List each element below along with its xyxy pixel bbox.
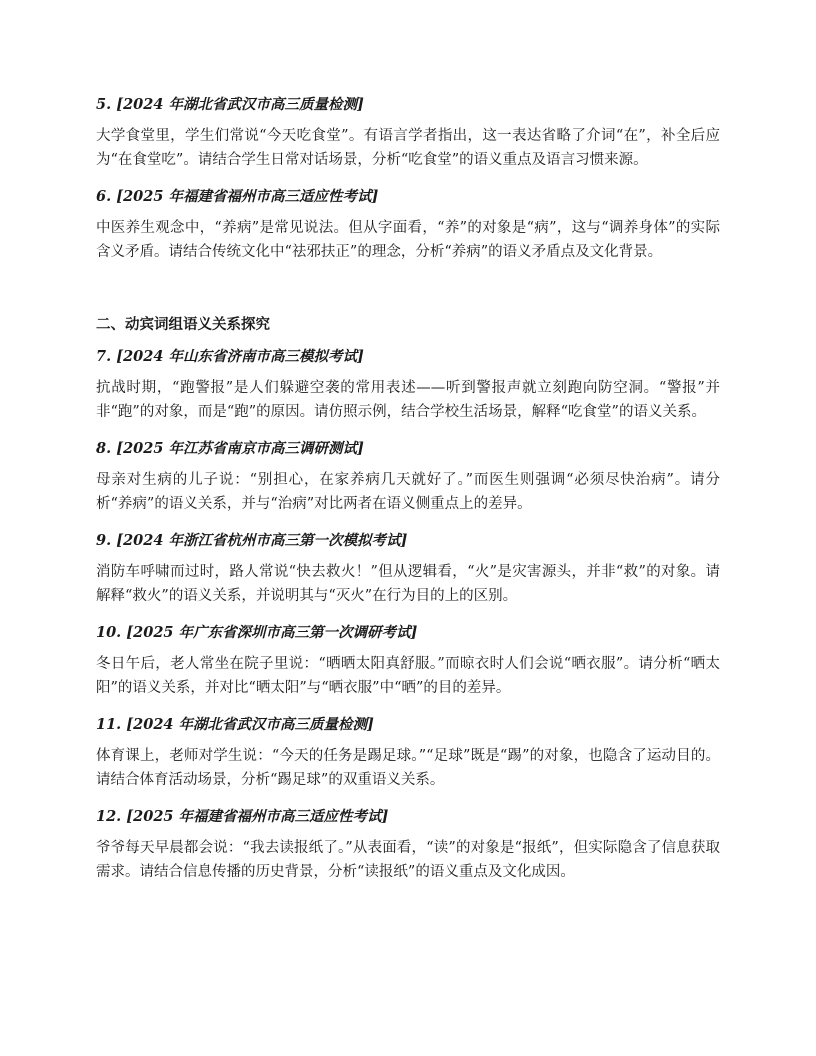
- question-source: [2024 年浙江省杭州市高三第一次模拟考试]: [116, 532, 408, 549]
- question-12: [96, 806, 720, 884]
- question-heading: [96, 530, 720, 552]
- question-heading: [96, 806, 720, 828]
- question-text: 母亲对生病的儿子说：“别担心，在家养病几天就好了。”而医生则强调“必须尽快治病”。请分析“养病”的语义关系，并与“治病”对比两者在语义侧重点上的差异。: [96, 472, 720, 512]
- question-number: 12.: [96, 808, 122, 825]
- question-text: 抗战时期，“跑警报”是人们躲避空袭的常用表述——听到警报声就立刻跑向防空洞。“警报”并非“跑”的对象，而是“跑”的原因。请仿照示例，结合学校生活场景，解释“吃食堂”的语义关系。: [96, 380, 720, 420]
- question-number: 10.: [96, 624, 122, 641]
- question-heading: [96, 94, 720, 116]
- question-number: 6.: [96, 188, 112, 205]
- question-number: 8.: [96, 440, 112, 457]
- question-text: 消防车呼啸而过时，路人常说“快去救火！”但从逻辑看，“火”是灾害源头，并非“救”的对象。请解释“救火”的语义关系，并说明其与“灭火”在行为目的上的区别。: [96, 564, 720, 604]
- question-source: [2024 年湖北省武汉市高三质量检测]: [116, 96, 364, 113]
- document-content: [96, 94, 720, 898]
- question-9: [96, 530, 720, 608]
- question-number: 7.: [96, 348, 112, 365]
- question-10: [96, 622, 720, 700]
- question-11: [96, 714, 720, 792]
- question-number: 9.: [96, 532, 112, 549]
- question-7: [96, 346, 720, 424]
- question-number: 5.: [96, 96, 112, 113]
- question-heading: [96, 346, 720, 368]
- question-source: [2024 年山东省济南市高三模拟考试]: [116, 348, 364, 365]
- question-source: [2024 年湖北省武汉市高三质量检测]: [126, 716, 374, 733]
- question-source: [2025 年福建省福州市高三适应性考试]: [116, 188, 379, 205]
- question-source: [2025 年福建省福州市高三适应性考试]: [126, 808, 389, 825]
- section-title: 二、动宾词组语义关系探究: [96, 316, 270, 333]
- question-heading: [96, 622, 720, 644]
- question-number: 11.: [96, 716, 122, 733]
- question-text: 中医养生观念中，“养病”是常见说法。但从字面看，“养”的对象是“病”，这与“调养身体”的实际含义矛盾。请结合传统文化中“祛邪扶正”的理念，分析“养病”的语义矛盾点及文化背景。: [96, 220, 720, 260]
- question-heading: [96, 186, 720, 208]
- question-5: [96, 94, 720, 172]
- question-text: 爷爷每天早晨都会说：“我去读报纸了。”从表面看，“读”的对象是“报纸”，但实际隐含了信息获取需求。请结合信息传播的历史背景，分析“读报纸”的语义重点及文化成因。: [96, 840, 720, 880]
- question-text: 体育课上，老师对学生说：“今天的任务是踢足球。”“足球”既是“踢”的对象，也隐含了运动目的。请结合体育活动场景，分析“踢足球”的双重语义关系。: [96, 748, 720, 788]
- question-source: [2025 年江苏省南京市高三调研测试]: [116, 440, 364, 457]
- question-6: [96, 186, 720, 264]
- question-heading: [96, 438, 720, 460]
- question-heading: [96, 714, 720, 736]
- question-source: [2025 年广东省深圳市高三第一次调研考试]: [126, 624, 418, 641]
- question-text: 冬日午后，老人常坐在院子里说：“晒晒太阳真舒服。”而晾衣时人们会说“晒衣服”。请分析“晒太阳”的语义关系，并对比“晒太阳”与“晒衣服”中“晒”的目的差异。: [96, 656, 720, 696]
- question-text: 大学食堂里，学生们常说“今天吃食堂”。有语言学者指出，这一表达省略了介词“在”，补全后应为“在食堂吃”。请结合学生日常对话场景，分析“吃食堂”的语义重点及语言习惯来源。: [96, 128, 720, 168]
- question-8: [96, 438, 720, 516]
